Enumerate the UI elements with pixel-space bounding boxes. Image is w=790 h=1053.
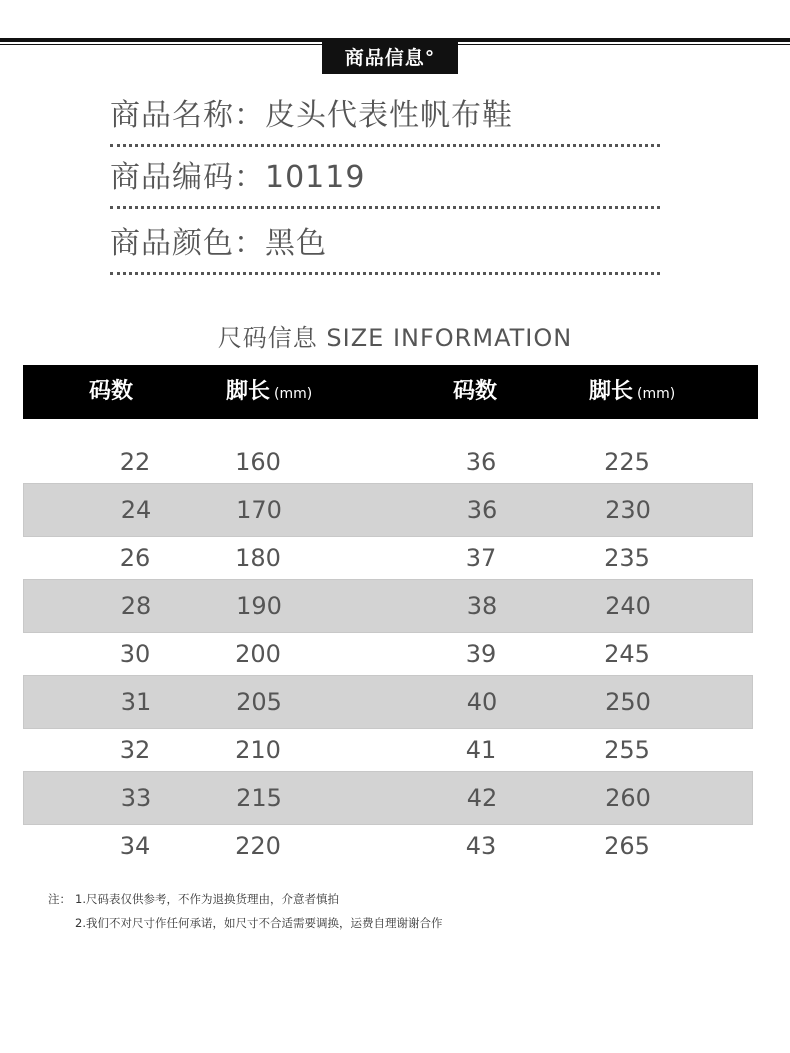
foot-length-cell: 180 — [235, 544, 281, 572]
product-name: 商品名称：皮头代表性帆布鞋 — [110, 98, 513, 133]
foot-length-cell: 205 — [236, 688, 282, 716]
size-cell: 26 — [119, 544, 151, 572]
size-cell: 37 — [465, 544, 497, 572]
foot-length-cell: 160 — [235, 448, 281, 476]
note-prefix: 注： — [48, 892, 71, 906]
table-row — [23, 821, 753, 871]
size-cell: 40 — [466, 688, 498, 716]
note-line-1: 1.尺码表仅供参考，不作为退换货理由，介意者慎拍 — [75, 892, 339, 906]
foot-length-cell: 170 — [236, 496, 282, 524]
dotted-divider — [110, 144, 660, 147]
size-cell: 36 — [466, 496, 498, 524]
size-cell: 39 — [465, 640, 497, 668]
size-cell: 38 — [466, 592, 498, 620]
foot-length-cell: 225 — [604, 448, 650, 476]
table-row — [23, 533, 753, 583]
note-line-2: 2.我们不对尺寸作任何承诺，如尺寸不合适需要调换，运费自理谢谢合作 — [75, 916, 443, 930]
foot-length-cell: 250 — [605, 688, 651, 716]
foot-length-cell: 255 — [604, 736, 650, 764]
section-tab-product-info: 商品信息° — [322, 38, 458, 74]
foot-length-cell: 200 — [235, 640, 281, 668]
table-row — [23, 483, 753, 537]
foot-length-cell: 220 — [235, 832, 281, 860]
size-cell: 42 — [466, 784, 498, 812]
size-cell: 32 — [119, 736, 151, 764]
dotted-divider — [110, 272, 660, 275]
foot-length-cell: 235 — [604, 544, 650, 572]
table-row — [23, 579, 753, 633]
foot-length-cell: 265 — [604, 832, 650, 860]
size-table-header — [23, 365, 758, 419]
size-cell: 33 — [120, 784, 152, 812]
header-size-1: 码数 — [89, 379, 134, 404]
size-cell: 31 — [120, 688, 152, 716]
header-foot-length-1: 脚长 (mm) — [226, 379, 313, 404]
size-info-title: 尺码信息 SIZE INFORMATION — [217, 324, 573, 352]
size-cell: 30 — [119, 640, 151, 668]
size-cell: 36 — [465, 448, 497, 476]
product-code: 商品编码：10119 — [110, 160, 366, 195]
info-row-code — [110, 152, 660, 209]
size-cell: 22 — [119, 448, 151, 476]
info-row-color — [110, 218, 660, 275]
size-cell: 24 — [120, 496, 152, 524]
header-foot-length-2: 脚长 (mm) — [589, 379, 676, 404]
table-row — [23, 771, 753, 825]
table-row — [23, 725, 753, 775]
size-cell: 41 — [465, 736, 497, 764]
foot-length-cell: 260 — [605, 784, 651, 812]
foot-length-cell: 230 — [605, 496, 651, 524]
table-row — [23, 629, 753, 679]
size-cell: 28 — [120, 592, 152, 620]
size-cell: 34 — [119, 832, 151, 860]
foot-length-cell: 215 — [236, 784, 282, 812]
foot-length-cell: 190 — [236, 592, 282, 620]
product-color: 商品颜色：黑色 — [110, 226, 327, 261]
info-row-name — [110, 90, 660, 147]
foot-length-cell: 240 — [605, 592, 651, 620]
table-row — [23, 437, 753, 487]
size-cell: 43 — [465, 832, 497, 860]
header-size-2: 码数 — [453, 379, 498, 404]
dotted-divider — [110, 206, 660, 209]
table-row — [23, 675, 753, 729]
foot-length-cell: 210 — [235, 736, 281, 764]
foot-length-cell: 245 — [604, 640, 650, 668]
